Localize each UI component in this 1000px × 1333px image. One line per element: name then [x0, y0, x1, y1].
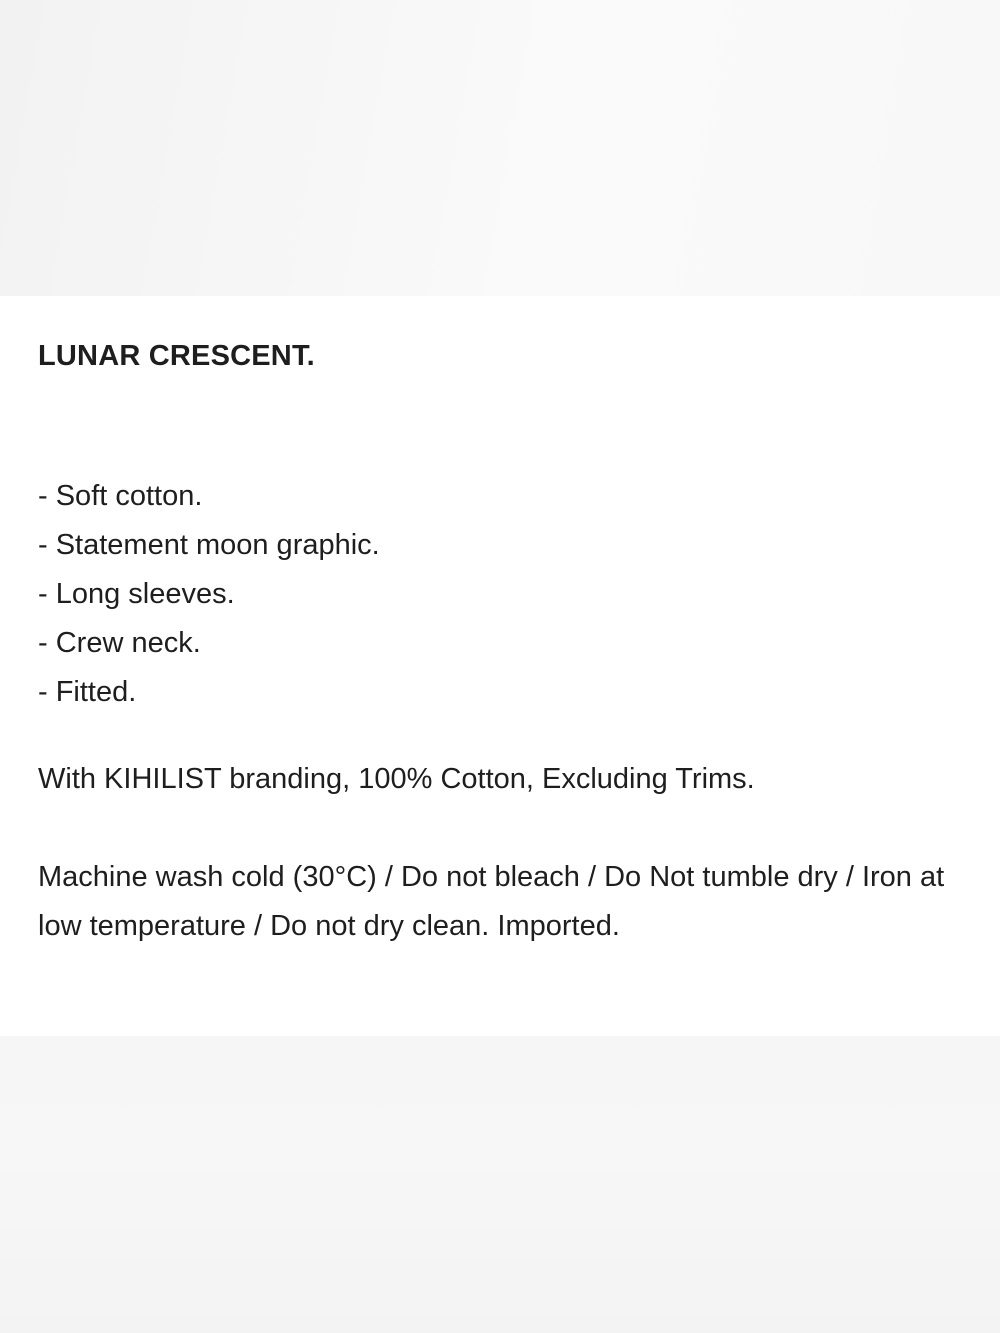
composition-text: With KIHILIST branding, 100% Cotton, Excluding Trims.: [38, 763, 755, 795]
feature-item: - Statement moon graphic.: [38, 521, 968, 570]
feature-item: - Long sleeves.: [38, 570, 968, 619]
product-description: [38, 336, 968, 951]
feature-list: [38, 472, 968, 717]
feature-item: - Crew neck.: [38, 619, 968, 668]
care-instructions: Machine wash cold (30°C) / Do not bleach / Do Not tumble dry / Iron at low temperature / Do not dry clean. Imported.: [38, 861, 945, 942]
bottom-background: [0, 1036, 1000, 1333]
top-background: [0, 0, 1000, 296]
feature-item: - Soft cotton.: [38, 472, 968, 521]
product-title: LUNAR CRESCENT.: [38, 340, 315, 372]
feature-item: - Fitted.: [38, 668, 968, 717]
